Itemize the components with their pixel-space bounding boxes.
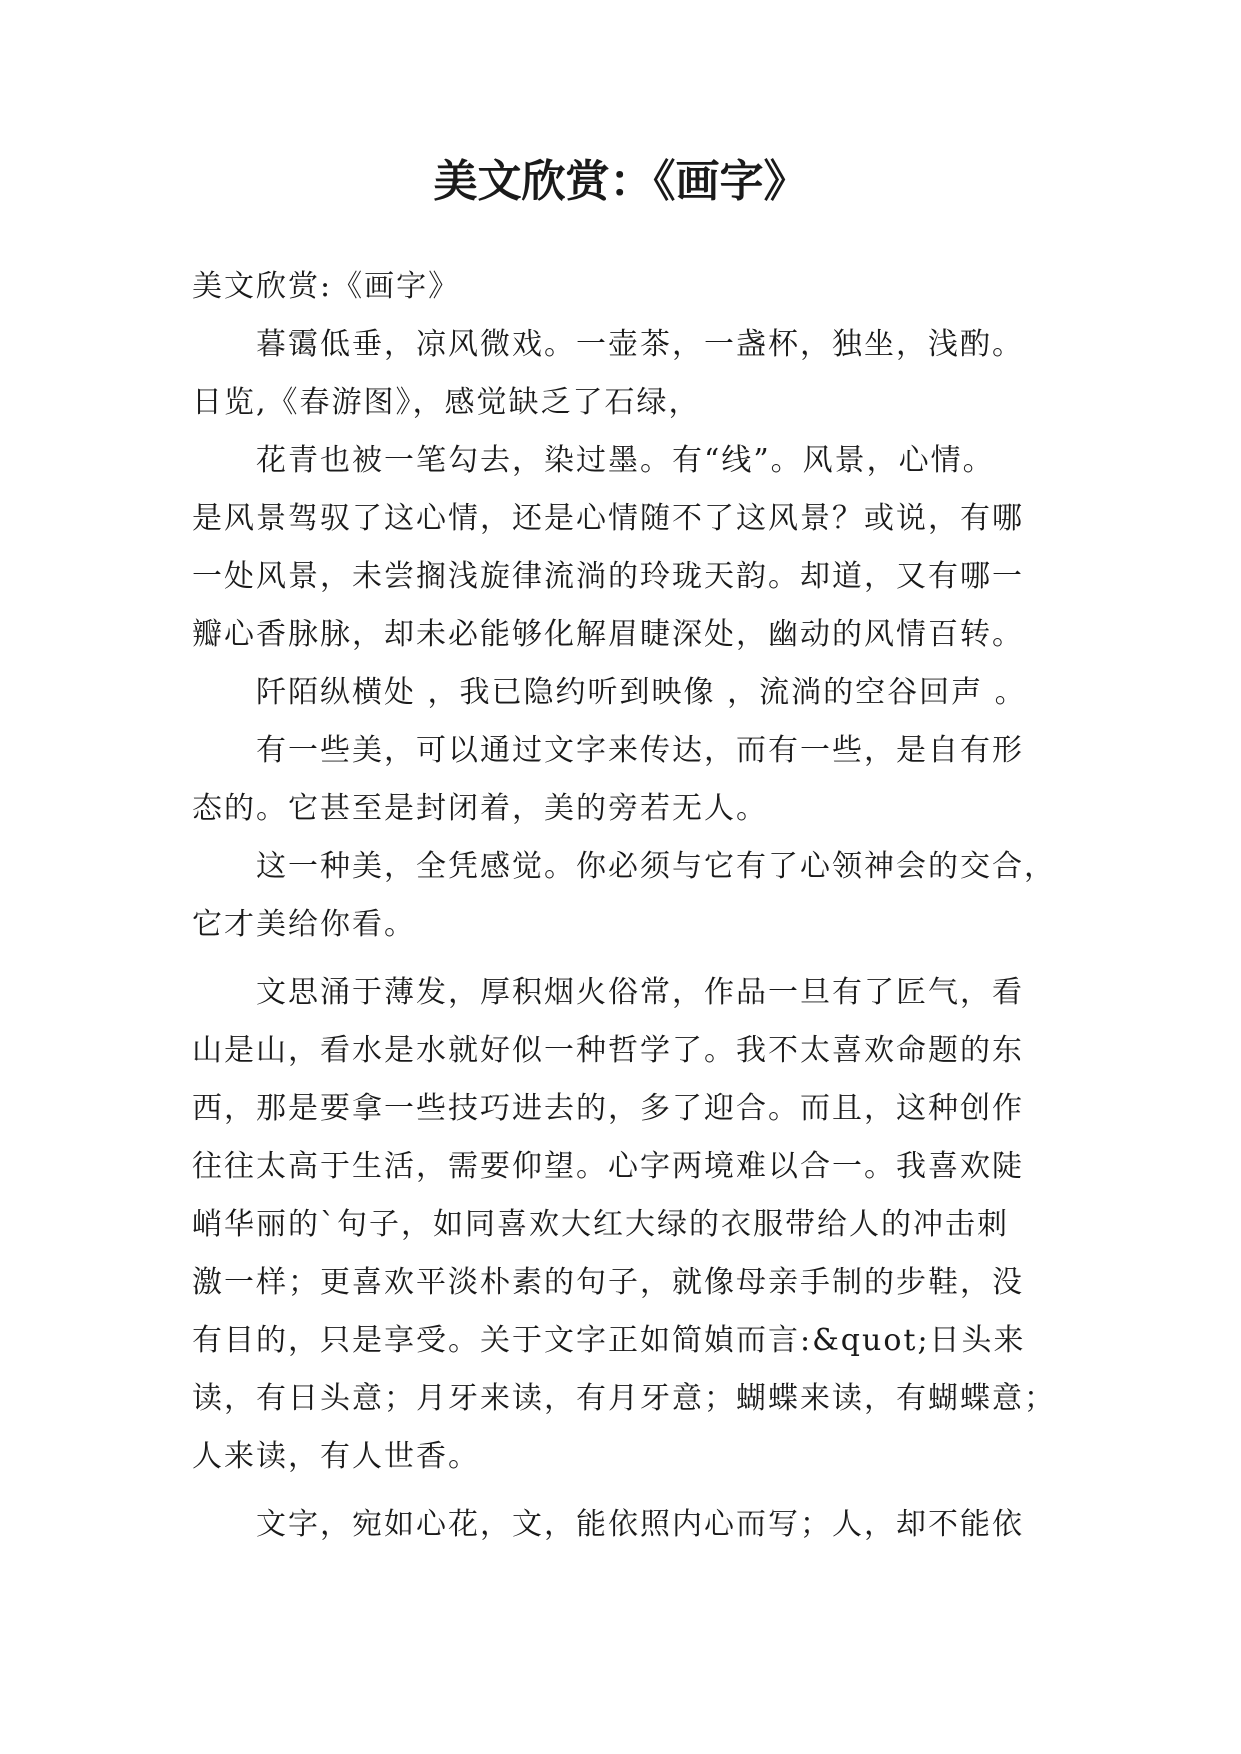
text-line: 有目的，只是享受。关于文字正如简媜而言:&quot;日头来 xyxy=(192,1323,1026,1358)
text-line: 日览,《春游图》，感觉缺乏了石绿， xyxy=(192,385,701,420)
text-line: 文思涌于薄发，厚积烟火俗常，作品一旦有了匠气，看 xyxy=(256,975,1024,1010)
text-line: 态的。它甚至是封闭着，美的旁若无人。 xyxy=(192,791,768,826)
text-line: 一处风景，未尝搁浅旋律流淌的玲珑天韵。却道，又有哪一 xyxy=(192,559,1024,594)
text-line: 美文欣赏:《画字》 xyxy=(192,269,461,304)
text-line: 山是山，看水是水就好似一种哲学了。我不太喜欢命题的东 xyxy=(192,1033,1024,1068)
text-line: 峭华丽的`句子，如同喜欢大红大绿的衣服带给人的冲击刺 xyxy=(192,1207,1009,1242)
text-line: 读，有日头意；月牙来读，有月牙意；蝴蝶来读，有蝴蝶意； xyxy=(192,1381,1056,1416)
text-line: 西，那是要拿一些技巧进去的，多了迎合。而且，这种创作 xyxy=(192,1091,1024,1126)
document-body xyxy=(192,258,1072,1554)
text-line: 暮霭低垂，凉风微戏。一壶茶，一盏杯，独坐，浅酌。 xyxy=(256,327,1024,362)
text-line: 人来读，有人世香。 xyxy=(192,1439,480,1474)
document-title: 美文欣赏：《画字》 xyxy=(433,156,808,207)
text-line: 阡陌纵横处 ，我已隐约听到映像 ，流淌的空谷回声 。 xyxy=(256,675,1027,710)
text-line: 它才美给你看。 xyxy=(192,907,416,942)
text-line: 花青也被一笔勾去，染过墨。有“线”。风景，心情。 xyxy=(256,443,995,478)
text-line: 是风景驾驭了这心情，还是心情随不了这风景？或说，有哪 xyxy=(192,501,1024,536)
text-line: 这一种美，全凭感觉。你必须与它有了心领神会的交合， xyxy=(256,849,1056,884)
text-line: 瓣心香脉脉，却未必能够化解眉睫深处，幽动的风情百转。 xyxy=(192,617,1024,652)
text-line: 文字，宛如心花，文，能依照内心而写；人，却不能依 xyxy=(256,1507,1024,1542)
text-line: 有一些美，可以通过文字来传达，而有一些，是自有形 xyxy=(256,733,1024,768)
text-line: 激一样；更喜欢平淡朴素的句子，就像母亲手制的步鞋，没 xyxy=(192,1265,1024,1300)
text-line: 往往太高于生活，需要仰望。心字两境难以合一。我喜欢陡 xyxy=(192,1149,1024,1184)
